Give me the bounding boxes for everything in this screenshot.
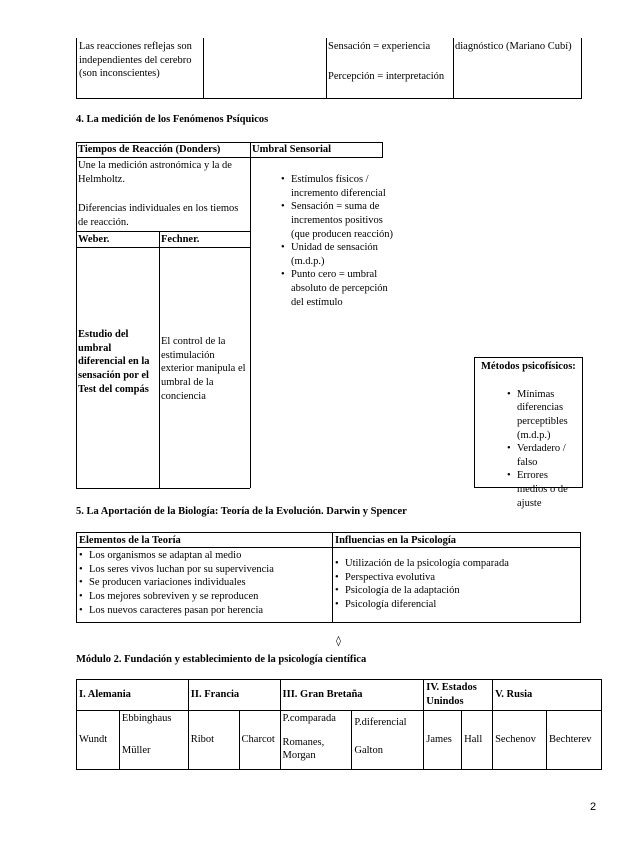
list-item: • Errores medios o de ajuste: [517, 469, 578, 510]
umbral-list: [277, 173, 399, 309]
list-item: • Se producen variaciones individuales: [89, 576, 274, 590]
weber-header: Weber.: [78, 234, 110, 245]
list-item: • Utilización de la psicología comparada: [345, 557, 509, 571]
list-item: • Psicología diferencial: [345, 598, 509, 612]
fechner-header: Fechner.: [161, 234, 200, 245]
metodos-list: [479, 388, 578, 511]
cell-bechterev: Bechterev: [547, 711, 602, 770]
top-table-cell-percepcion: Percepción = interpretación: [328, 71, 445, 82]
page-number: 2: [590, 801, 597, 813]
list-item: • Los mejores sobreviven y se reproducen: [89, 590, 274, 604]
cell-pcomparada: P.comparada: [282, 713, 336, 724]
cell-galton: Galton: [354, 744, 383, 756]
donders-header: Tiempos de Reacción (Donders): [78, 144, 221, 155]
module-2-table: [76, 679, 602, 770]
cell-muller: Müller: [121, 744, 151, 756]
influencias-list: [335, 557, 509, 612]
list-item: • Mínimas diferencias perceptibles (m.d.p.): [517, 388, 578, 443]
cell-pcomparada-romanes: [280, 711, 352, 770]
list-item: • Unidad de sensación (m.d.p.): [291, 241, 399, 268]
module-2-title: Módulo 2. Fundación y establecimiento de la psicología científica: [76, 654, 367, 665]
list-item: • Sensación = suma de incrementos positivos (que producen reacción): [291, 200, 399, 241]
list-item: • Perspectiva evolutiva: [345, 571, 509, 585]
elementos-header: Elementos de la Teoría: [79, 535, 181, 546]
header-gran-bretana: III. Gran Bretaña: [280, 680, 424, 711]
cell-sechenov: Sechenov: [493, 711, 547, 770]
list-item: • Los nuevos caracteres pasan por herencia: [89, 604, 274, 618]
cell-james: James: [424, 711, 462, 770]
list-item: • Psicología de la adaptación: [345, 584, 509, 598]
list-item: • Los organismos se adaptan al medio: [89, 549, 274, 563]
fechner-text: El control de la estimulación exterior manipula el umbral de la conciencia: [161, 336, 246, 402]
donders-paragraph-1: Une la medición astronómica y la de Helmholtz.: [78, 160, 232, 185]
cell-ribot: Ribot: [188, 711, 239, 770]
top-table-cell-diagnostico: diagnóstico (Mariano Cubí): [455, 41, 572, 52]
cell-pdiferencial-galton: [352, 711, 424, 770]
section-5-title: 5. La Aportación de la Biología: Teoría de la Evolución. Darwin y Spencer: [76, 506, 407, 517]
cell-charcot: Charcot: [239, 711, 280, 770]
metodos-box: [474, 357, 583, 509]
cell-ebbinghaus-muller: [119, 711, 188, 770]
cell-ebbinghaus: Ebbinghaus: [121, 713, 172, 724]
umbral-header: Umbral Sensorial: [252, 144, 332, 155]
influencias-header: Influencias en la Psicología: [335, 535, 457, 546]
cell-wundt: Wundt: [77, 711, 120, 770]
list-item: • Verdadero / falso: [517, 442, 578, 469]
top-table-cell-sensacion: Sensación = experiencia: [328, 41, 431, 52]
divider-symbol: ◊: [336, 636, 341, 647]
header-francia: II. Francia: [188, 680, 280, 711]
top-table-cell-reflejas: Las reacciones reflejas son independientes del cerebro (son inconscientes): [79, 41, 192, 80]
cell-pdiferencial: P.diferencial: [354, 717, 407, 728]
list-item: • Punto cero = umbral absoluto de percepción del estímulo: [291, 268, 399, 309]
list-item: • Estímulos físicos / incremento diferencial: [291, 173, 399, 200]
header-estados-unidos: IV. Estados Unindos: [424, 680, 493, 711]
header-rusia: V. Rusia: [493, 680, 602, 711]
donders-paragraph-2: Diferencias individuales en los tiemos de reacción.: [78, 203, 239, 228]
cell-romanes: Romanes, Morgan: [282, 736, 325, 762]
elementos-list: [79, 549, 274, 617]
cell-hall: Hall: [462, 711, 493, 770]
header-alemania: I. Alemania: [77, 680, 189, 711]
section-4-title: 4. La medición de los Fenómenos Psíquicos: [76, 114, 269, 125]
list-item: • Los seres vivos luchan por su supervivencia: [89, 563, 274, 577]
metodos-title: Métodos psicofísicos:: [481, 361, 576, 372]
weber-text: Estudio del umbral diferencial en la sensación por el Test del compás: [78, 329, 150, 395]
